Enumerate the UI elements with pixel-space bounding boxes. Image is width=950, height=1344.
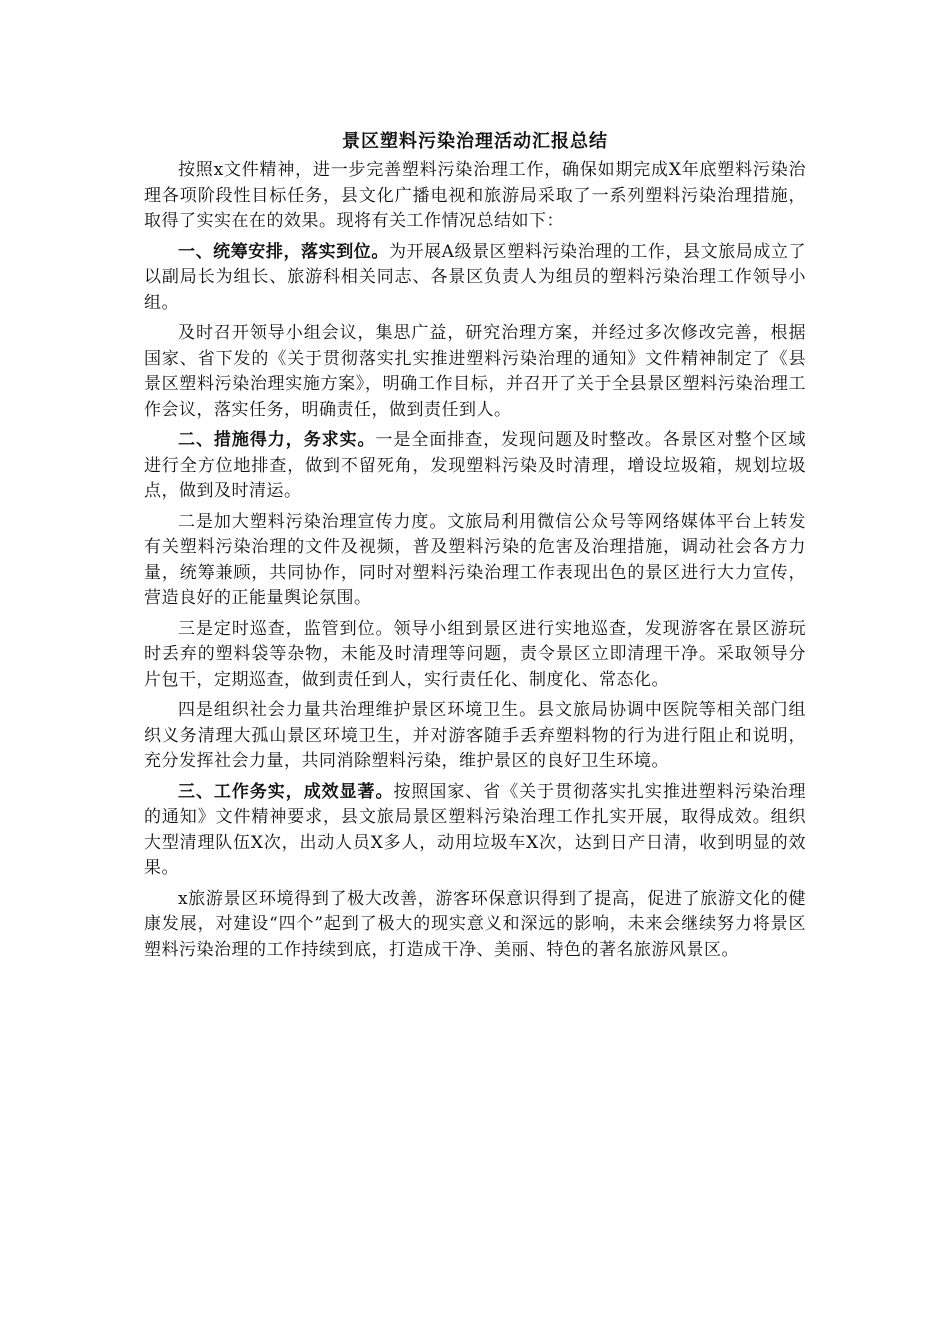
paragraph-section-3 bbox=[144, 780, 806, 882]
section-heading-3: 三、工作务实，成效显著。 bbox=[178, 781, 394, 802]
document-body bbox=[144, 128, 806, 968]
paragraph bbox=[144, 698, 806, 775]
paragraph bbox=[144, 510, 806, 612]
paragraph-text: 按照x文件精神，进一步完善塑料污染治理工作，确保如期完成X年底塑料污染治理各项阶段性目标任务，县文化广播电视和旅游局采取了一系列塑料污染治理措施，取得了实实在在的效果。现将有关工作情况总结如下： bbox=[144, 160, 806, 231]
paragraph-text: 及时召开领导小组会议，集思广益，研究治理方案，并经过多次修改完善，根据国家、省下发的《关于贯彻落实扎实推进塑料污染治理的通知》文件精神制定了《县景区塑料污染治理实施方案》，明确工作目标，并召开了关于全县景区塑料污染治理工作会议，落实任务，明确责任，做到责任到人。 bbox=[144, 323, 806, 420]
paragraph bbox=[144, 617, 806, 694]
paragraph-text: x旅游景区环境得到了极大改善，游客环保意识得到了提高，促进了旅游文化的健康发展，对建设“四个”起到了极大的现实意义和深远的影响，未来会继续努力将景区塑料污染治理的工作持续到底，打造成干净、美丽、特色的著名旅游风景区。 bbox=[144, 888, 806, 960]
paragraph-text: 四是组织社会力量共治理维护景区环境卫生。县文旅局协调中医院等相关部门组织义务清理大孤山景区环境卫生，并对游客随手丢弃塑料物的行为进行阻止和说明，充分发挥社会力量，共同消除塑料污染，维护景区的良好卫生环境。 bbox=[144, 700, 806, 771]
paragraph-text: 三是定时巡查，监管到位。领导小组到景区进行实地巡查，发现游客在景区游玩时丢弃的塑料袋等杂物，未能及时清理等问题，责令景区立即清理干净。采取领导分片包干，定期巡查，做到责任到人，实行责任化、制度化、常态化。 bbox=[144, 618, 806, 690]
paragraph-text: 为开展A级景区塑料污染治理的工作，县文旅局成立了以副局长为组长、旅游科相关同志、各景区负责人为组员的塑料污染治理工作领导小组。 bbox=[144, 241, 807, 313]
document-title: 景区塑料污染治理活动汇报总结 bbox=[342, 131, 608, 152]
paragraph-conclusion bbox=[144, 887, 806, 964]
paragraph-text: 按照国家、省《关于贯彻落实扎实推进塑料污染治理的通知》文件精神要求，县文旅局景区塑料污染治理工作扎实开展，取得成效。组织大型清理队伍X次，出动人员X多人，动用垃圾车X次，达到日产日清，收到明显的效果。 bbox=[144, 781, 807, 878]
paragraph-section-2 bbox=[144, 428, 806, 505]
paragraph-text: 一是全面排查，发现问题及时整改。各景区对整个区域进行全方位地排查，做到不留死角，发现塑料污染及时清理，增设垃圾箱，规划垃圾点，做到及时清运。 bbox=[144, 430, 806, 501]
paragraph-section-1 bbox=[144, 240, 806, 317]
paragraph bbox=[144, 321, 806, 423]
section-heading-1: 一、统筹安排，落实到位。 bbox=[178, 241, 389, 262]
paragraph-text: 二是加大塑料污染治理宣传力度。文旅局利用微信公众号等网络媒体平台上转发有关塑料污染治理的文件及视频，普及塑料污染的危害及治理措施，调动社会各方力量，统筹兼顾，共同协作，同时对塑料污染治理工作表现出色的景区进行大力宣传，营造良好的正能量舆论氛围。 bbox=[144, 511, 806, 608]
section-heading-2: 二、措施得力，务求实。 bbox=[178, 430, 376, 450]
paragraph-intro bbox=[144, 158, 806, 235]
